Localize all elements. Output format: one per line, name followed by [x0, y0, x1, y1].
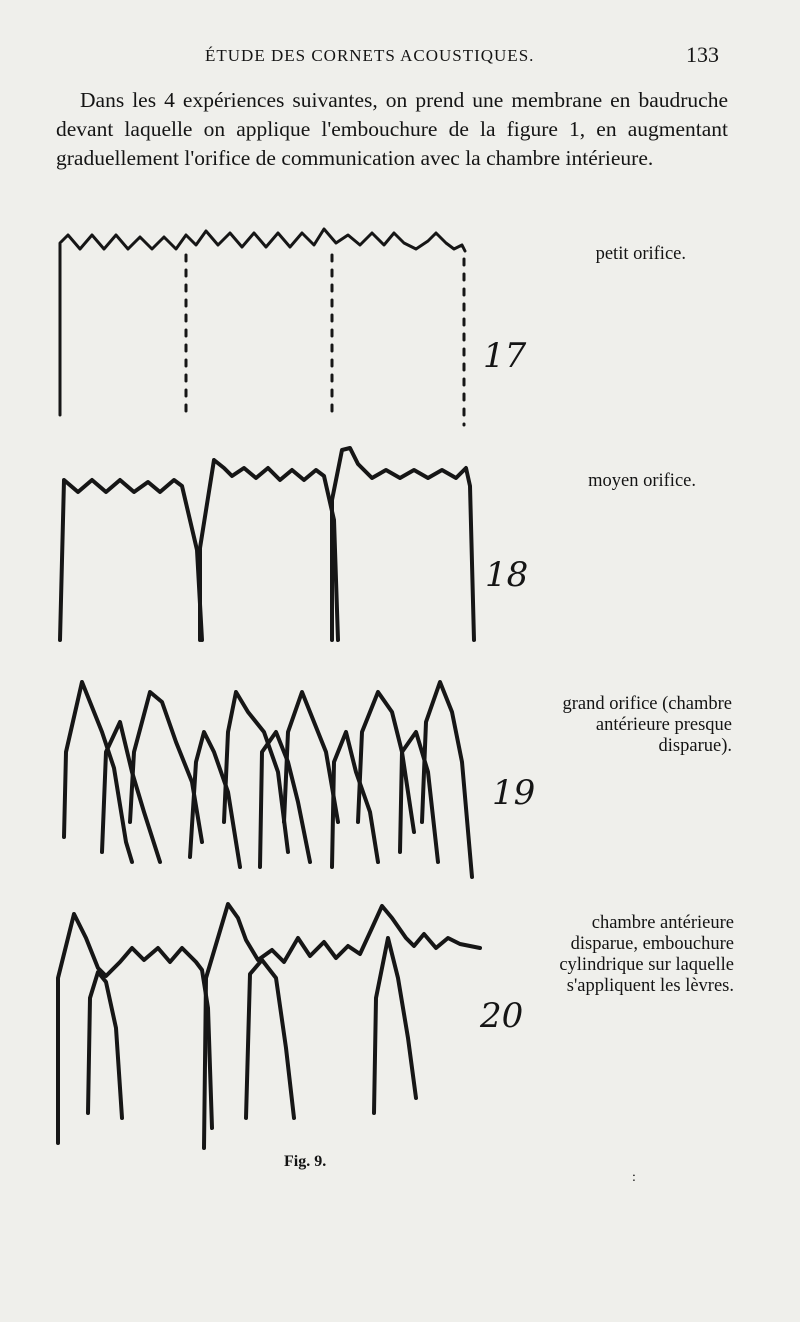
figure-number-20: 20 [480, 996, 524, 1036]
body-paragraph: Dans les 4 expériences suivantes, on prend une membrane en baudruche devant laquelle on applique l'embouchure de la figure 1, en augmentant graduellement l'orifice de communication avec la chambre intérieure. [56, 88, 728, 170]
caption-19: grand orifice (chambre antérieure presque disparue). [562, 694, 732, 756]
page-number: 133 [686, 42, 719, 67]
trace-19 [52, 672, 487, 887]
footer-mark: : [632, 1170, 636, 1185]
figure-number-17: 17 [483, 336, 527, 376]
trace-18 [52, 440, 487, 660]
trace-17 [50, 215, 480, 430]
figure-number-19: 19 [492, 773, 536, 813]
figure-number-18: 18 [485, 555, 529, 595]
running-title: ÉTUDE DES CORNETS ACOUSTIQUES. [205, 46, 535, 65]
trace-20 [50, 898, 495, 1153]
caption-18: moyen orifice. [588, 471, 696, 491]
caption-20: chambre antérieure disparue, embouchure cylindrique sur laquelle s'appliquent les lèvres. [559, 913, 734, 996]
figure-label: Fig. 9. [284, 1153, 327, 1170]
caption-17: petit orifice. [595, 244, 686, 264]
